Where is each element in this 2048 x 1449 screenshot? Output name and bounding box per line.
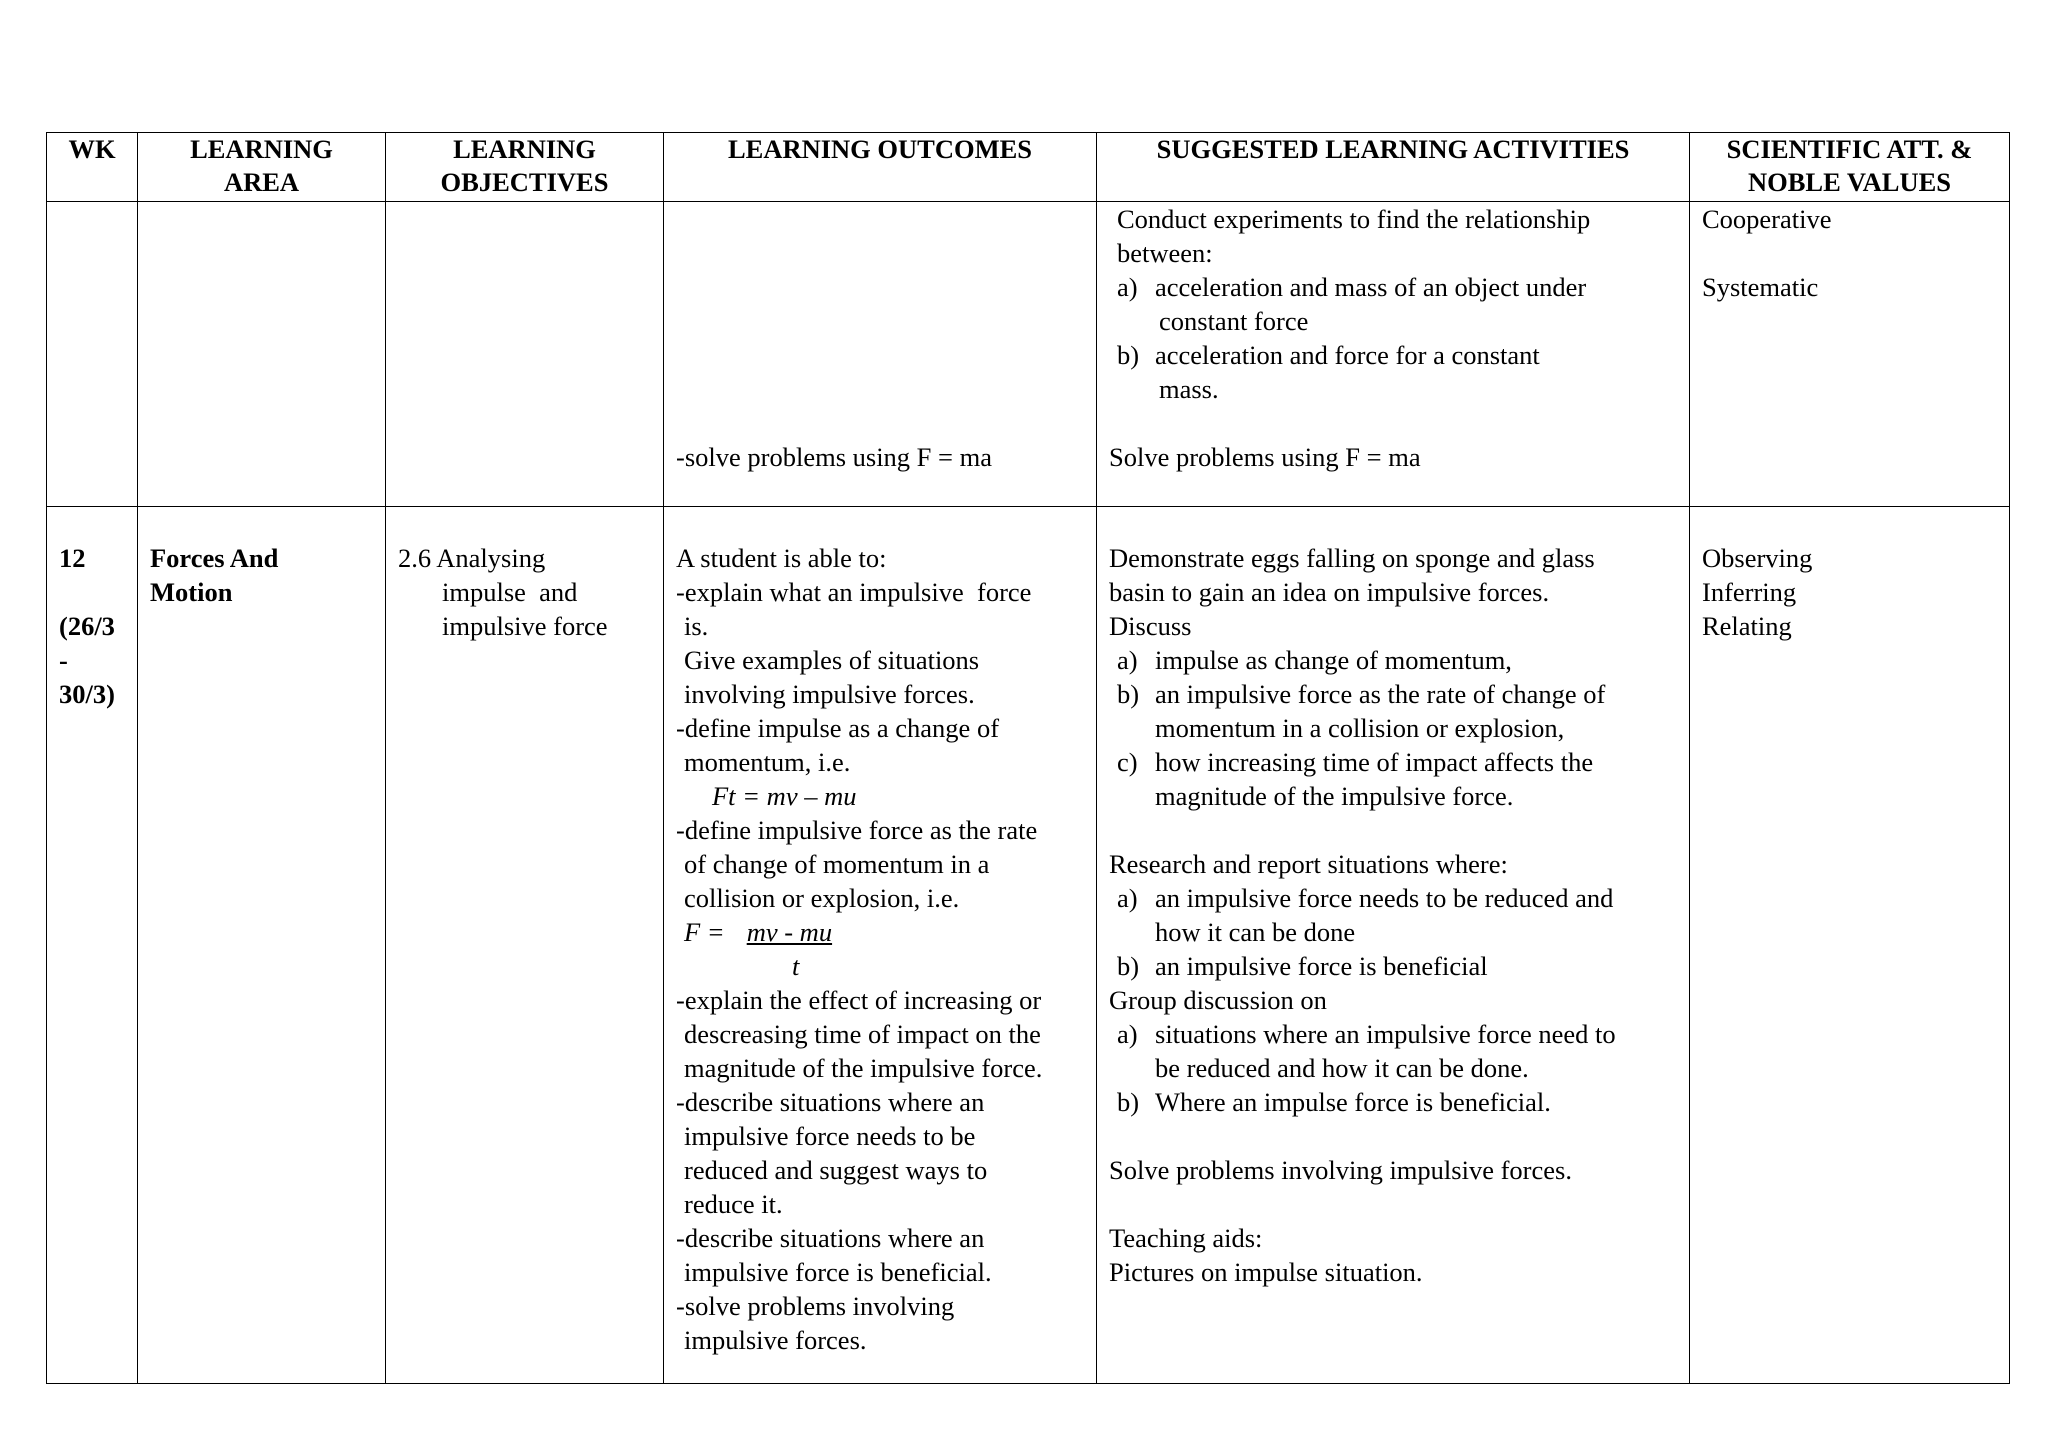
header-row (47, 133, 2010, 202)
outcome-line: -solve problems involving (676, 1291, 955, 1321)
outcome-line: reduced and suggest ways to (684, 1155, 988, 1185)
outcome-line: momentum, i.e. (684, 747, 851, 777)
outcome-line: -define impulsive force as the rate (676, 815, 1038, 845)
value-item: Cooperative (1702, 204, 1832, 234)
list-item: b) Where an impulse force is beneficial. (1117, 1087, 1551, 1117)
activity-line: Group discussion on (1109, 985, 1327, 1015)
outcome-line: collision or explosion, i.e. (684, 883, 960, 913)
week-number: 12 (59, 543, 86, 573)
header-learning-area: LEARNING AREA (138, 133, 386, 202)
value-item: Inferring (1702, 577, 1797, 607)
impulse-formula: Ft = mv – mu (712, 781, 857, 811)
outcome-line: involving impulsive forces. (684, 679, 975, 709)
week-dates: 30/3) (59, 679, 115, 709)
list-item: a) impulse as change of momentum, (1117, 645, 1512, 675)
list-item: b) an impulsive force as the rate of change of momentum in a collision or explosion, (1117, 679, 1606, 743)
cell-learning-objective (386, 507, 664, 1384)
cell-area-empty (138, 202, 386, 507)
formula-numerator: mv - mu (746, 917, 833, 947)
outcome-line: A student is able to: (676, 543, 887, 573)
outcome-line: impulsive force needs to be (684, 1121, 976, 1151)
cell-outcomes (664, 202, 1097, 507)
formula-lhs: F = (684, 917, 725, 947)
outcome-line: descreasing time of impact on the (684, 1019, 1041, 1049)
outcome-line: -explain the effect of increasing or (676, 985, 1042, 1015)
activity-line: basin to gain an idea on impulsive forces. (1109, 577, 1550, 607)
outcome-line: is. (684, 611, 709, 641)
header-learning-outcomes: LEARNING OUTCOMES (664, 133, 1097, 202)
objective-text: impulsive force (442, 611, 608, 641)
objective-text: impulse and (442, 577, 578, 607)
activity-line: Research and report situations where: (1109, 849, 1508, 879)
cell-scientific-values (1690, 507, 2010, 1384)
week-dates: - (59, 645, 68, 675)
formula-denominator: t (792, 951, 800, 981)
outcome-line: -explain what an impulsive force (676, 577, 1032, 607)
activity-solve-fma: Solve problems using F = ma (1109, 442, 1421, 472)
cell-values (1690, 202, 2010, 507)
header-learning-objectives: LEARNING OBJECTIVES (386, 133, 664, 202)
outcome-line: impulsive force is beneficial. (684, 1257, 992, 1287)
outcome-line: of change of momentum in a (684, 849, 990, 879)
outcome-line: Give examples of situations (684, 645, 980, 675)
list-item: a) situations where an impulsive force need to be reduced and how it can be done. (1117, 1019, 1616, 1083)
list-item: c) how increasing time of impact affects the magnitude of the impulsive force. (1117, 747, 1594, 811)
header-scientific-values: SCIENTIFIC ATT. & NOBLE VALUES (1690, 133, 2010, 202)
value-item: Systematic (1702, 272, 1819, 302)
value-item: Relating (1702, 611, 1792, 641)
activity-line: Solve problems involving impulsive forces. (1109, 1155, 1572, 1185)
cell-activities (1097, 202, 1690, 507)
outcome-line: -describe situations where an (676, 1223, 985, 1253)
outcome-line: impulsive forces. (684, 1325, 867, 1355)
outcome-line: -define impulse as a change of (676, 713, 1000, 743)
table-row-continuation (47, 202, 2010, 507)
list-item: a) an impulsive force needs to be reduced and how it can be done (1117, 883, 1614, 947)
list-item: b) acceleration and force for a constant mass. (1117, 340, 1540, 404)
activity-line: Demonstrate eggs falling on sponge and glass (1109, 543, 1595, 573)
cell-week (47, 507, 138, 1384)
activity-intro-line: Conduct experiments to find the relationship (1117, 204, 1591, 234)
cell-objectives-empty (386, 202, 664, 507)
outcome-line: reduce it. (684, 1189, 783, 1219)
learning-area-text: Motion (150, 577, 233, 607)
outcome-solve-fma: -solve problems using F = ma (676, 442, 992, 472)
teaching-aids-title: Teaching aids: (1109, 1223, 1263, 1253)
scheme-of-work-table (46, 132, 2010, 1384)
table-row-week-12 (47, 507, 2010, 1384)
outcome-line: magnitude of the impulsive force. (684, 1053, 1043, 1083)
header-wk: WK (47, 133, 138, 202)
impulsive-force-formula (676, 915, 1084, 949)
activity-intro-line: between: (1117, 238, 1213, 268)
list-item: a) acceleration and mass of an object under constant force (1117, 272, 1587, 336)
cell-suggested-activities (1097, 507, 1690, 1384)
value-item: Observing (1702, 543, 1813, 573)
activity-line: Discuss (1109, 611, 1192, 641)
cell-week-empty (47, 202, 138, 507)
cell-learning-area (138, 507, 386, 1384)
objective-text: 2.6 Analysing (398, 543, 546, 573)
header-suggested-activities: SUGGESTED LEARNING ACTIVITIES (1097, 133, 1690, 202)
outcome-line: -describe situations where an (676, 1087, 985, 1117)
week-dates: (26/3 (59, 611, 115, 641)
learning-area-text: Forces And (150, 543, 279, 573)
cell-learning-outcomes (664, 507, 1097, 1384)
list-item: b) an impulsive force is beneficial (1117, 951, 1488, 981)
teaching-aids-text: Pictures on impulse situation. (1109, 1257, 1423, 1287)
